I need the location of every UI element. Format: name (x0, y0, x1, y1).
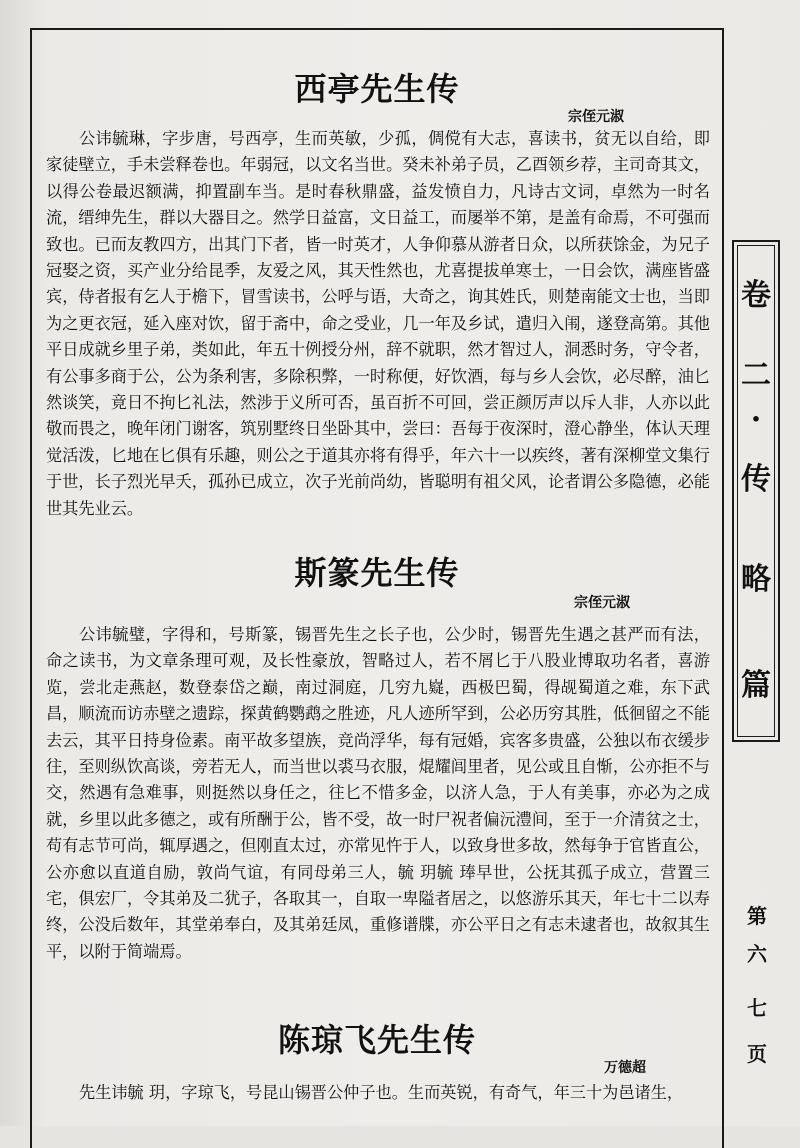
section-author-chenqiongfei: 万德超 (604, 1060, 646, 1076)
section-body-sizhuan: 公讳毓璧，字得和，号斯篆，锡晋先生之长子也，公少时，锡晋先生遇之甚严而有法，命之读书，为文章条理可观，及长性豪放，智略过人，若不屑匕于八股业博取功名者，喜游览，尝北走燕赵，数登泰岱之巅，南过洞庭，几穷九嶷，西极巴蜀，得觇蜀道之难，东下武昌，顺流而访赤壁之遗踪，探黄鹤鹦鹉之胜迹，凡人迹所罕到，公必历穷其胜，低徊留之不能去云，其平日持身俭素。南平故多望族，竞尚浮华，每有冠婚，宾客多贵盛，公独以布衣缓步往，至则纵饮高谈，旁若无人，而当世以裘马衣服，焜耀闾里者，见公或且自惭，公亦拒不与交，然遇有急难事，则挺然以身任之，往匕不惜多金，以济人急，于人有美事，亦必为之成就，乡里以此多德之，或有所酬于公，皆不受，故一时尸祝者偏沅澧间，至于一介清贫之士，苟有志节可尚，辄厚遇之，但刚直太过，亦常见忤于人，以致身世多故，然每争于官皆直公，公亦愈以直道自励，敦尚气谊，有同母弟三人，毓 玥毓 琫早世，公抚其孤子成立，营置三宅，俱宏厂，令其弟及二犹子，各取其一，自取一卑隘者居之，以悠游乐其天，年七十二以寿终，公没后数年，其堂弟奉白，及其弟廷凤，重修谱牒，亦公平日之有志未逮者也，故叙其生平，以附于简端焉。 (46, 625, 710, 961)
section-author-sizhuan: 宗侄元淑 (574, 595, 630, 611)
sidebar-char: 略 (741, 562, 771, 597)
section-body-xiting: 公讳毓琳，字步唐，号西亭，生而英敏，少孤，倜傥有大志，喜读书，贫无以自给，即家徒壁立，手未尝释卷也。年弱冠，以文名当世。癸未补弟子员，乙酉领乡荐，主司奇其文，以得公卷最迟额满，抑置副车当。是时春秋鼎盛，益发愤自力，凡诗古文词，卓然为一时名流，缙绅先生，群以大器目之。然学日益富，文日益工，而屡举不第，是盖有命焉，不可强而致也。已而友教四方，出其门下者，皆一时英才，人争仰慕从游者日众，以所获馀金，为兄子冠娶之资，买产业分给昆季，友爱之风，其天性然也，尤喜提拔单寒士，一日会饮，满座皆盛宾，侍者报有乞人于檐下，冒雪读书，公呼与语，大奇之，询其姓氏，则楚南能文士也，当即为之更衣冠，延入座对饮，留于斋中，命之受业，几一年及乡试，遣归入闱，遂登高第。其他平日成就乡里子弟，类如此，年五十例授分州，辞不就职，然才智过人，洞悉时务，守令者，有公事多商于公，公为条利害，多除积弊，一时称便，好饮酒，每与乡人会饮，必尽醉，油匕然谈笑，竟日不拘匕礼法，然涉于义所可否，虽百折不可回，尝正颜厉声以斥人非，人亦以此敬而畏之，晚年闭门谢客，筑别墅终日坐卧其中，尝曰：吾每于夜深时，澄心静坐，体认天理觉活泼，匕地在匕俱有乐趣，则公之于道其亦将有得乎，年六十一以疾终，著有深柳堂文集行于世，长子烈光早夭，孤孙已成立，次子光前尚幼，皆聪明有祖父风，论者谓公多隐德，必能世其先业云。 (46, 129, 710, 518)
sidebar-char: 传 (741, 462, 771, 497)
text-frame (30, 28, 724, 1148)
section-title-chenqiongfei: 陈琼飞先生传 (277, 1021, 476, 1059)
page-number-char: 六 (747, 942, 767, 966)
sidebar-char: · (750, 402, 762, 437)
section-body-chenqiongfei: 先生讳毓 玥，字琼飞，号昆山锡晋公仲子也。生而英锐，有奇气，年三十为邑诸生， (79, 1083, 684, 1102)
sidebar-char: 二 (741, 358, 771, 393)
chapter-sidebar (732, 240, 780, 742)
section-author-xiting: 宗侄元淑 (568, 109, 624, 125)
section-title-xiting: 西亭先生传 (294, 70, 460, 108)
page-number-char: 七 (747, 996, 767, 1020)
section-title-sizhuan: 斯篆先生传 (294, 554, 460, 592)
sidebar-char: 卷 (741, 278, 771, 313)
page-number-char: 第 (747, 904, 767, 928)
page-number-char: 页 (747, 1042, 767, 1066)
sidebar-char: 篇 (741, 668, 771, 703)
